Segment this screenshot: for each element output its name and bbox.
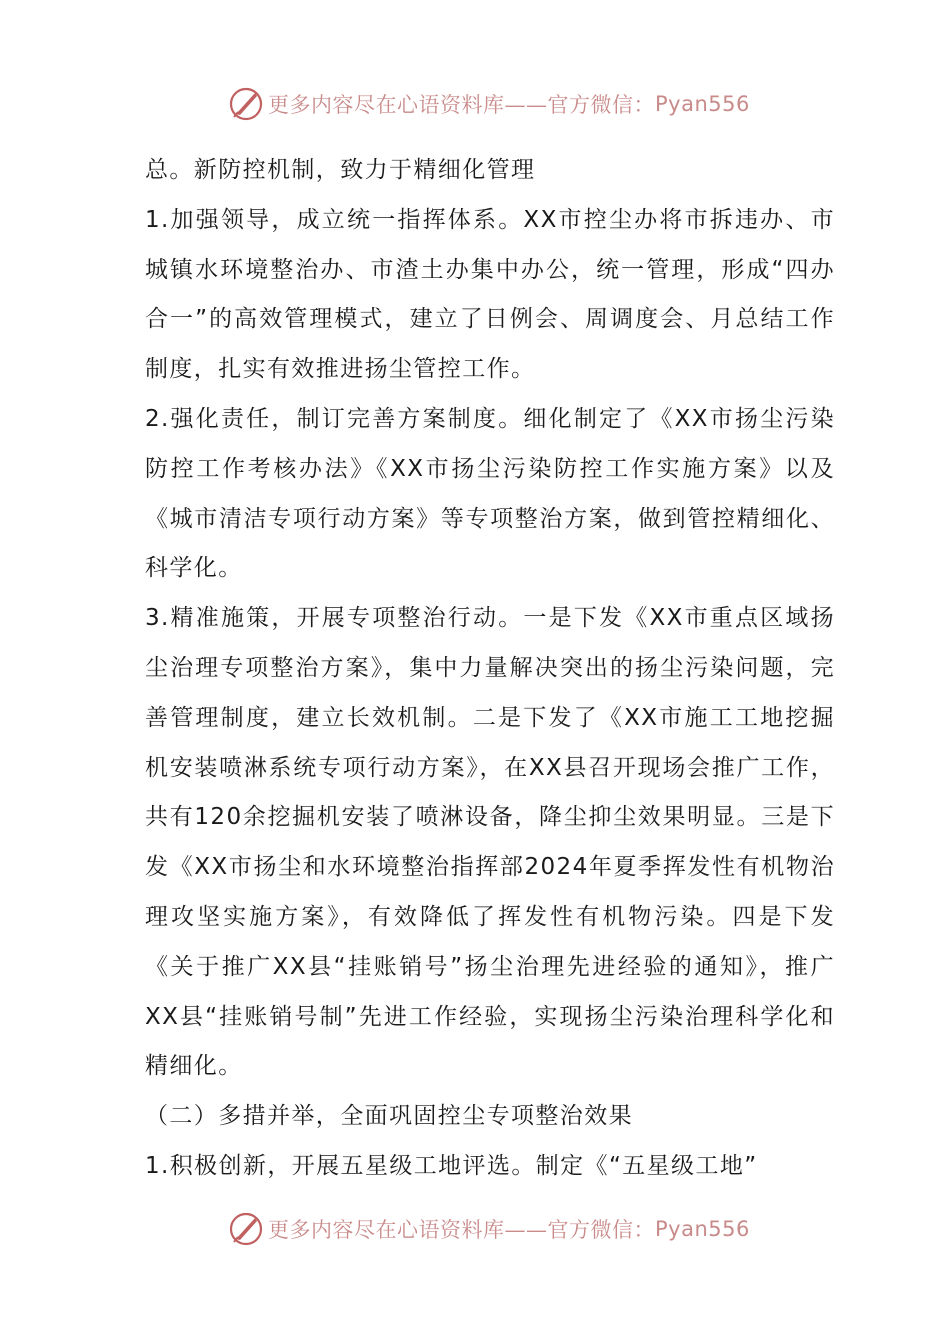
paragraph: 1.积极创新，开展五星级工地评选。制定《“五星级工地”: [145, 1152, 758, 1179]
quill-logo-icon: [228, 86, 264, 122]
watermark-wechat-id: Pyan556: [655, 92, 750, 116]
section-heading: （二）多措并举，全面巩固控尘专项整治效果: [145, 1103, 633, 1130]
watermark-text: 更多内容尽在心语资料库——官方微信：: [268, 93, 655, 117]
watermark-text: 更多内容尽在心语资料库——官方微信：: [268, 1218, 655, 1242]
paragraph: 1.加强领导，成立统一指挥体系。XX市控尘办将市拆违办、市城镇水环境整治办、市渣土办集中办公，统一管理，形成“四办合一”的高效管理模式，建立了日例会、周调度会、月总结工作制度，扎实有效推进扬尘管控工作。: [145, 206, 835, 383]
watermark-wechat-id: Pyan556: [655, 1217, 750, 1241]
header-watermark: [228, 84, 748, 124]
paragraph: 3.精准施策，开展专项整治行动。一是下发《XX市重点区域扬尘治理专项整治方案》，集中力量解决突出的扬尘污染问题，完善管理制度，建立长效机制。二是下发了《XX市施工工地挖掘机安装喷淋系统专项行动方案》，在XX县召开现场会推广工作，共有120余挖掘机安装了喷淋设备，降尘抑尘效果明显。三是下发《XX市扬尘和水环境整治指挥部2024年夏季挥发性有机物治理攻坚实施方案》，有效降低了挥发性有机物污染。四是下发《关于推广XX县“挂账销号”扬尘治理先进经验的通知》，推广XX县“挂账销号制”先进工作经验，实现扬尘污染治理科学化和精细化。: [145, 605, 835, 1080]
paragraph: 总。新防控机制，致力于精细化管理: [145, 157, 536, 183]
quill-logo-icon: [228, 1211, 264, 1247]
paragraph: 2.强化责任，制订完善方案制度。细化制定了《XX市扬尘污染防控工作考核办法》《XX市扬尘污染防控工作实施方案》以及《城市清洁专项行动方案》等专项整治方案，做到管控精细化、科学化。: [145, 405, 835, 582]
document-body: [145, 146, 835, 1192]
footer-watermark: [228, 1209, 748, 1249]
